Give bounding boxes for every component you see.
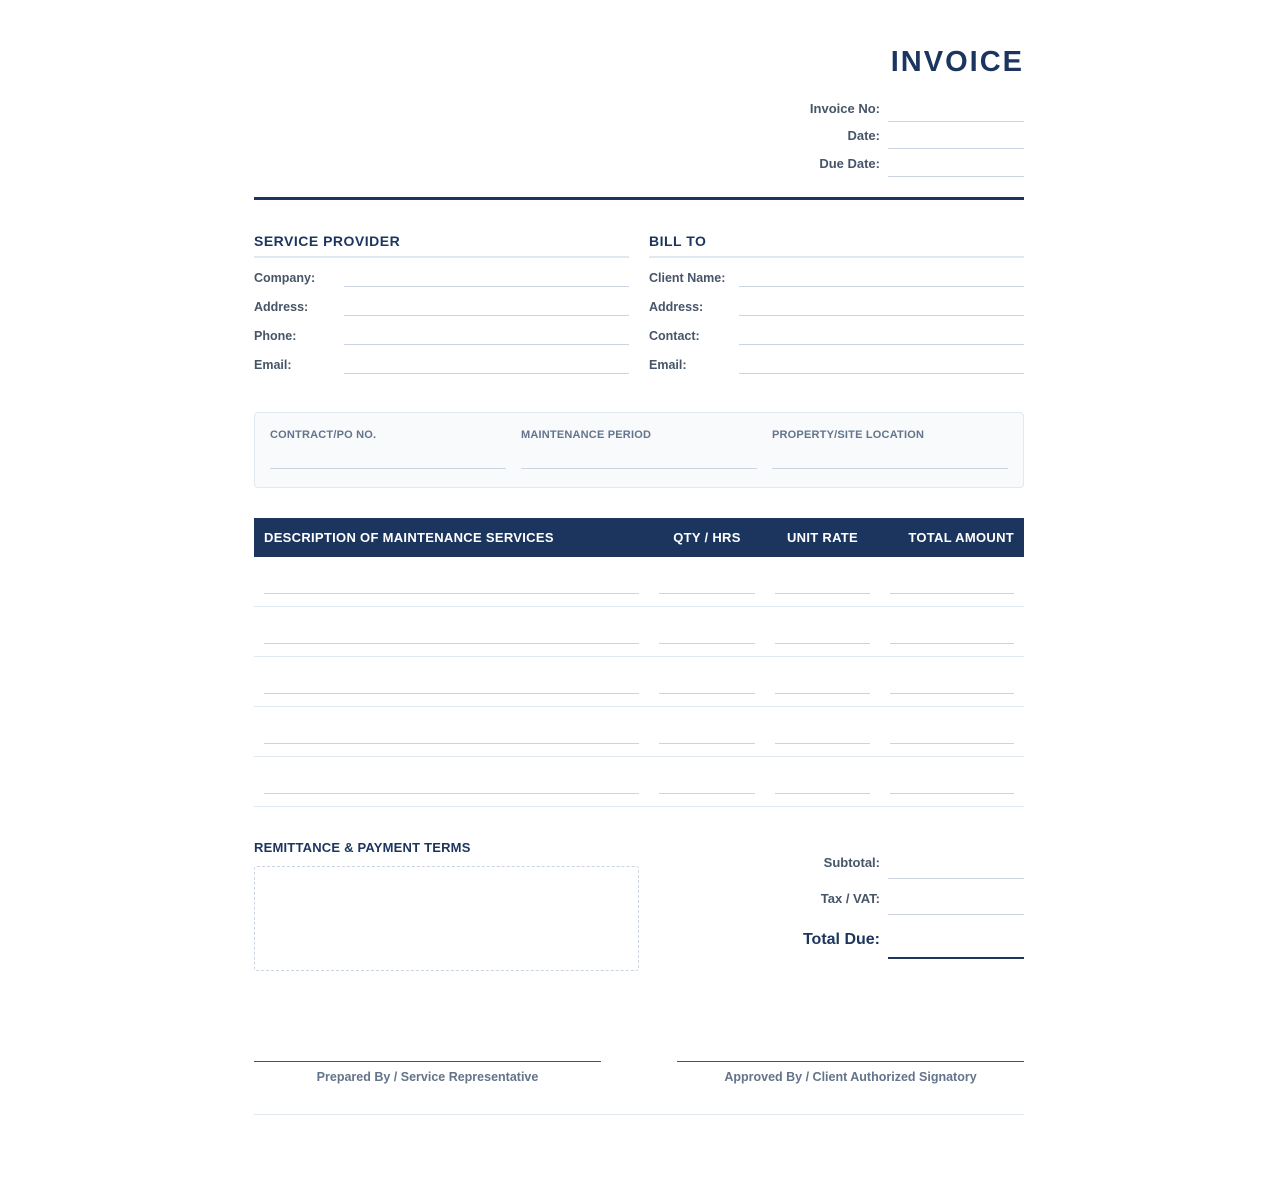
- col-total-amount: TOTAL AMOUNT: [880, 518, 1024, 557]
- table-row: [254, 606, 1024, 656]
- due-date-label: Due Date:: [819, 155, 880, 171]
- col-qty-hrs: QTY / HRS: [649, 518, 765, 557]
- provider-company-label: Company:: [254, 270, 316, 285]
- amount-field[interactable]: [890, 681, 1014, 694]
- prepared-by-signature[interactable]: Prepared By / Service Representative: [254, 1061, 601, 1084]
- description-cell: [254, 706, 649, 756]
- provider-email-row: [254, 345, 629, 374]
- site-location-block: [772, 429, 1008, 487]
- site-location-label: PROPERTY/SITE LOCATION: [772, 428, 925, 441]
- due-date-field[interactable]: [888, 154, 1024, 177]
- rate-cell: [765, 706, 880, 756]
- rate-cell: [765, 656, 880, 706]
- invoice-page: [254, 0, 1024, 1115]
- client-email-label: Email:: [649, 357, 687, 372]
- subtotal-field[interactable]: [888, 850, 1024, 879]
- total-due-row: [724, 915, 1024, 959]
- line-items-table: [254, 518, 1024, 807]
- table-row: [254, 656, 1024, 706]
- client-name-label: Client Name:: [649, 270, 726, 285]
- amount-field[interactable]: [890, 731, 1014, 744]
- col-unit-rate: UNIT RATE: [765, 518, 880, 557]
- rate-field[interactable]: [775, 581, 870, 594]
- qty-field[interactable]: [659, 731, 755, 744]
- site-location-field[interactable]: [772, 458, 1008, 469]
- qty-cell: [649, 656, 765, 706]
- contract-po-field[interactable]: [270, 458, 506, 469]
- parties-section: [254, 233, 1024, 374]
- payment-terms-box[interactable]: [254, 866, 639, 971]
- qty-field[interactable]: [659, 631, 755, 644]
- payment-terms-title: REMITTANCE & PAYMENT TERMS: [254, 839, 471, 855]
- description-cell: [254, 606, 649, 656]
- maintenance-period-label: MAINTENANCE PERIOD: [521, 428, 652, 441]
- provider-phone-label: Phone:: [254, 328, 297, 343]
- client-name-row: [649, 258, 1024, 287]
- rate-field[interactable]: [775, 631, 870, 644]
- description-cell: [254, 557, 649, 607]
- rate-field[interactable]: [775, 681, 870, 694]
- table-header-row: [254, 518, 1024, 557]
- rate-cell: [765, 606, 880, 656]
- amount-field[interactable]: [890, 781, 1014, 794]
- amount-cell: [880, 557, 1024, 607]
- date-label: Date:: [847, 128, 880, 143]
- description-field[interactable]: [264, 631, 639, 644]
- totals-block: [724, 840, 1024, 971]
- invoice-meta: [254, 94, 1024, 177]
- provider-address-label: Address:: [254, 299, 309, 314]
- signatures-section: [254, 1061, 1024, 1084]
- service-provider-block: [254, 233, 629, 374]
- payment-terms-block: [254, 840, 639, 971]
- provider-company-field[interactable]: [344, 266, 629, 287]
- maintenance-period-field[interactable]: [521, 458, 757, 469]
- client-contact-field[interactable]: [739, 324, 1024, 345]
- tax-row: [724, 879, 1024, 915]
- col-description: DESCRIPTION OF MAINTENANCE SERVICES: [254, 518, 649, 557]
- qty-cell: [649, 606, 765, 656]
- maintenance-period-block: [521, 429, 757, 487]
- qty-field[interactable]: [659, 581, 755, 594]
- description-field[interactable]: [264, 581, 639, 594]
- qty-field[interactable]: [659, 681, 755, 694]
- date-row: [254, 122, 1024, 150]
- rate-cell: [765, 557, 880, 607]
- client-email-field[interactable]: [739, 353, 1024, 374]
- contract-po-label: CONTRACT/PO NO.: [270, 428, 377, 441]
- contract-po-block: [270, 429, 506, 487]
- amount-field[interactable]: [890, 581, 1014, 594]
- bill-to-block: [649, 233, 1024, 374]
- provider-email-label: Email:: [254, 357, 292, 372]
- client-name-field[interactable]: [739, 266, 1024, 287]
- approved-by-signature[interactable]: Approved By / Client Authorized Signatory: [677, 1061, 1024, 1084]
- client-address-field[interactable]: [739, 295, 1024, 316]
- client-address-label: Address:: [649, 299, 704, 314]
- subtotal-row: [724, 843, 1024, 879]
- total-due-label: Total Due:: [802, 930, 880, 948]
- amount-cell: [880, 606, 1024, 656]
- description-field[interactable]: [264, 781, 639, 794]
- header-divider: [254, 197, 1024, 200]
- qty-field[interactable]: [659, 781, 755, 794]
- qty-cell: [649, 756, 765, 806]
- invoice-no-field[interactable]: [888, 99, 1024, 122]
- provider-address-field[interactable]: [344, 295, 629, 316]
- table-row: [254, 756, 1024, 806]
- invoice-title: INVOICE: [890, 46, 1024, 78]
- description-field[interactable]: [264, 681, 639, 694]
- invoice-no-label: Invoice No:: [809, 100, 880, 116]
- footer-divider: [254, 1114, 1024, 1115]
- invoice-no-row: [254, 94, 1024, 122]
- amount-cell: [880, 756, 1024, 806]
- table-row: [254, 557, 1024, 607]
- description-cell: [254, 756, 649, 806]
- client-address-row: [649, 287, 1024, 316]
- amount-cell: [880, 706, 1024, 756]
- rate-field[interactable]: [775, 781, 870, 794]
- qty-cell: [649, 557, 765, 607]
- amount-field[interactable]: [890, 631, 1014, 644]
- description-field[interactable]: [264, 731, 639, 744]
- date-field[interactable]: [888, 126, 1024, 149]
- service-provider-title: SERVICE PROVIDER: [254, 233, 629, 258]
- subtotal-label: Subtotal:: [823, 854, 880, 870]
- summary-section: [254, 840, 1024, 971]
- amount-cell: [880, 656, 1024, 706]
- rate-cell: [765, 756, 880, 806]
- table-row: [254, 706, 1024, 756]
- qty-cell: [649, 706, 765, 756]
- rate-field[interactable]: [775, 731, 870, 744]
- provider-phone-field[interactable]: [344, 324, 629, 345]
- provider-company-row: [254, 258, 629, 287]
- contract-info-box: [254, 412, 1024, 488]
- bill-to-title: BILL TO: [649, 233, 1024, 258]
- client-contact-row: [649, 316, 1024, 345]
- client-contact-label: Contact:: [649, 328, 700, 343]
- provider-email-field[interactable]: [344, 353, 629, 374]
- provider-address-row: [254, 287, 629, 316]
- due-date-row: [254, 149, 1024, 177]
- total-due-field[interactable]: [888, 923, 1024, 959]
- tax-label: Tax / VAT:: [820, 890, 880, 906]
- client-email-row: [649, 345, 1024, 374]
- tax-field[interactable]: [888, 886, 1024, 915]
- provider-phone-row: [254, 316, 629, 345]
- description-cell: [254, 656, 649, 706]
